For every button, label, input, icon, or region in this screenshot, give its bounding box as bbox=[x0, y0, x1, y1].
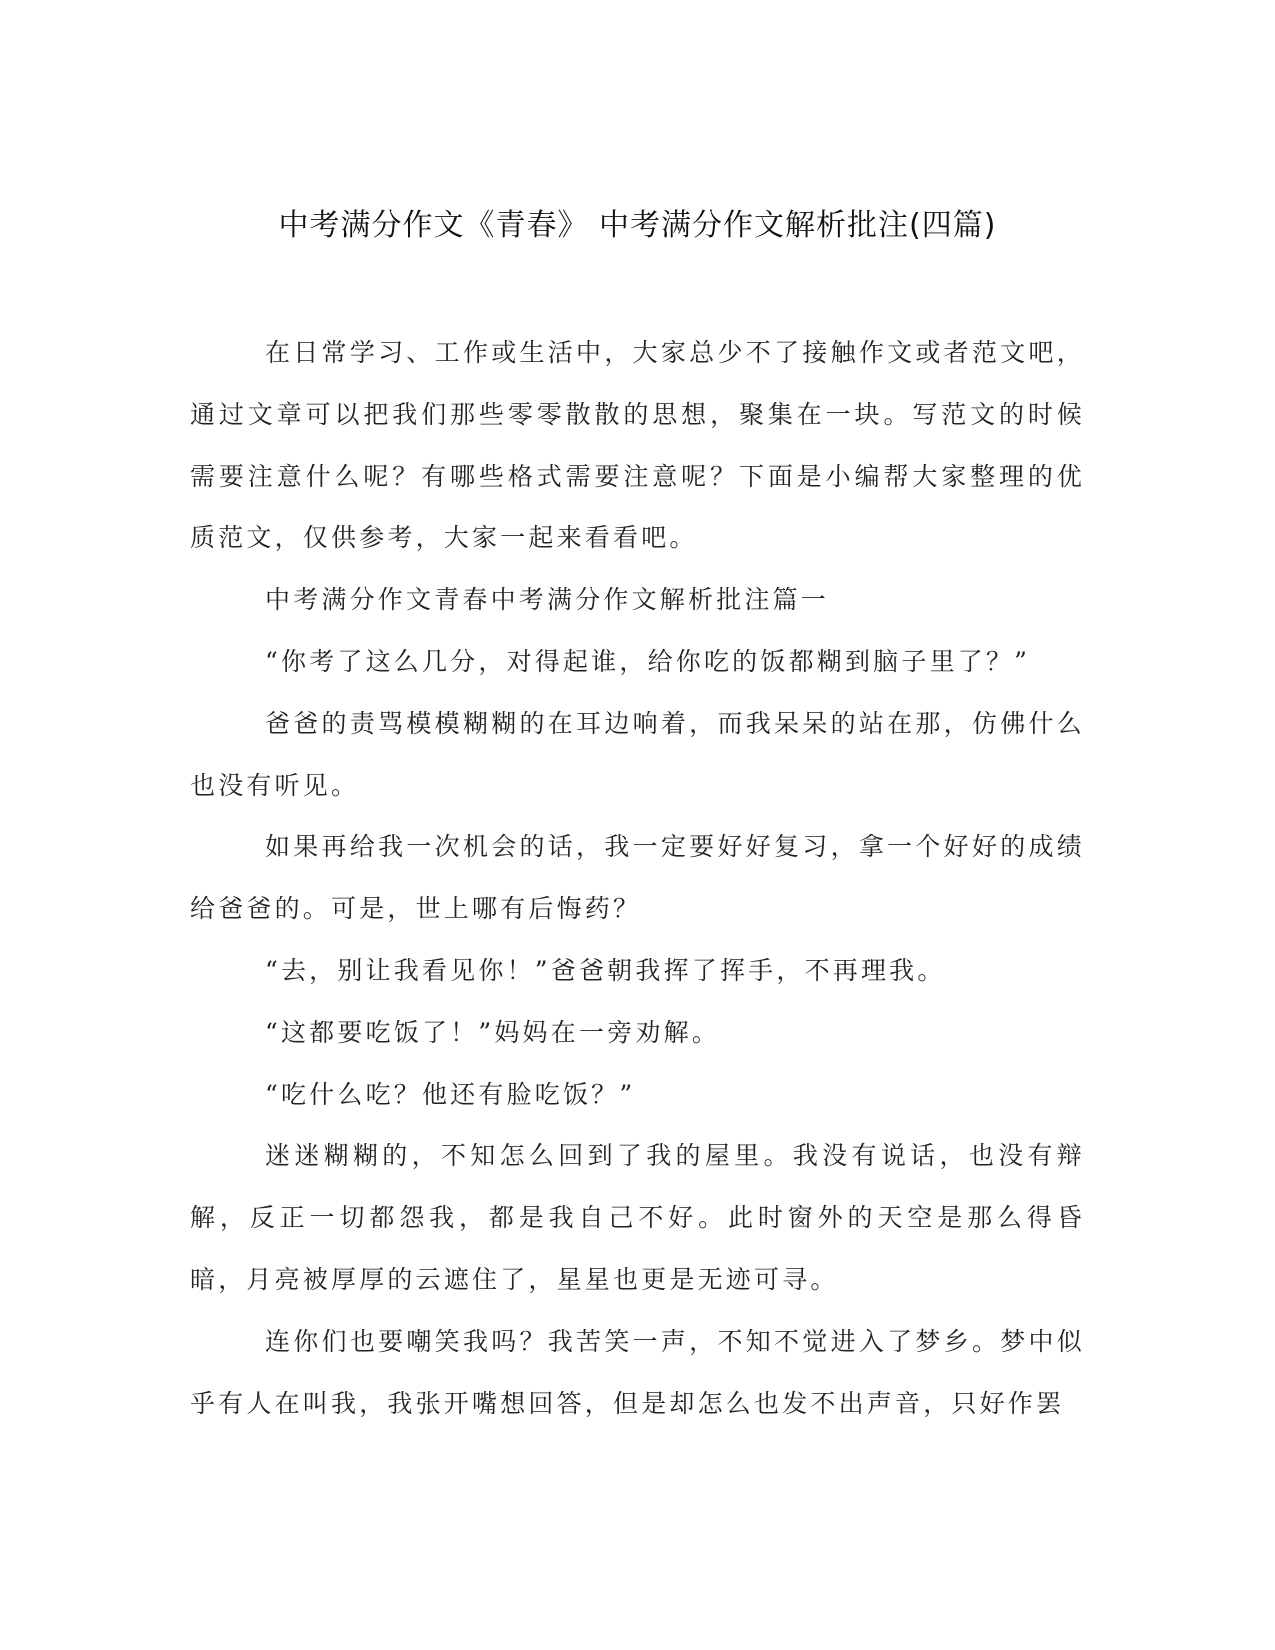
paragraph: 爸爸的责骂模模糊糊的在耳边响着，而我呆呆的站在那，仿佛什么也没有听见。 bbox=[190, 708, 1085, 800]
paragraph-dialogue: “你考了这么几分，对得起谁，给你吃的饭都糊到脑子里了？” bbox=[265, 646, 1031, 676]
paragraph-section-heading: 中考满分作文青春中考满分作文解析批注篇一 bbox=[265, 585, 830, 615]
paragraph-dialogue: “去，别让我看见你！”爸爸朝我挥了挥手，不再理我。 bbox=[265, 955, 946, 985]
paragraph: 如果再给我一次机会的话，我一定要好好复习，拿一个好好的成绩给爸爸的。可是，世上哪有后悔药？ bbox=[190, 832, 1085, 924]
paragraph: 连你们也要嘲笑我吗？我苦笑一声，不知不觉进入了梦乡。梦中似乎有人在叫我，我张开嘴想回答，但是却怎么也发不出声音，只好作罢 bbox=[190, 1326, 1085, 1418]
paragraph-intro: 在日常学习、工作或生活中，大家总少不了接触作文或者范文吧，通过文章可以把我们那些零零散散的思想，聚集在一块。写范文的时候需要注意什么呢？有哪些格式需要注意呢？下面是小编帮大家整理的优质范文，仅供参考，大家一起来看看吧。 bbox=[190, 338, 1085, 553]
paragraph-dialogue: “这都要吃饭了！”妈妈在一旁劝解。 bbox=[265, 1017, 720, 1047]
document-body bbox=[190, 322, 1085, 1434]
document-title: 中考满分作文《青春》 中考满分作文解析批注(四篇) bbox=[278, 208, 997, 243]
paragraph: 迷迷糊糊的，不知怎么回到了我的屋里。我没有说话，也没有辩解，反正一切都怨我，都是我自己不好。此时窗外的天空是那么得昏暗，月亮被厚厚的云遮住了，星星也更是无迹可寻。 bbox=[190, 1141, 1085, 1294]
paragraph-dialogue: “吃什么吃？他还有脸吃饭？” bbox=[265, 1079, 636, 1109]
